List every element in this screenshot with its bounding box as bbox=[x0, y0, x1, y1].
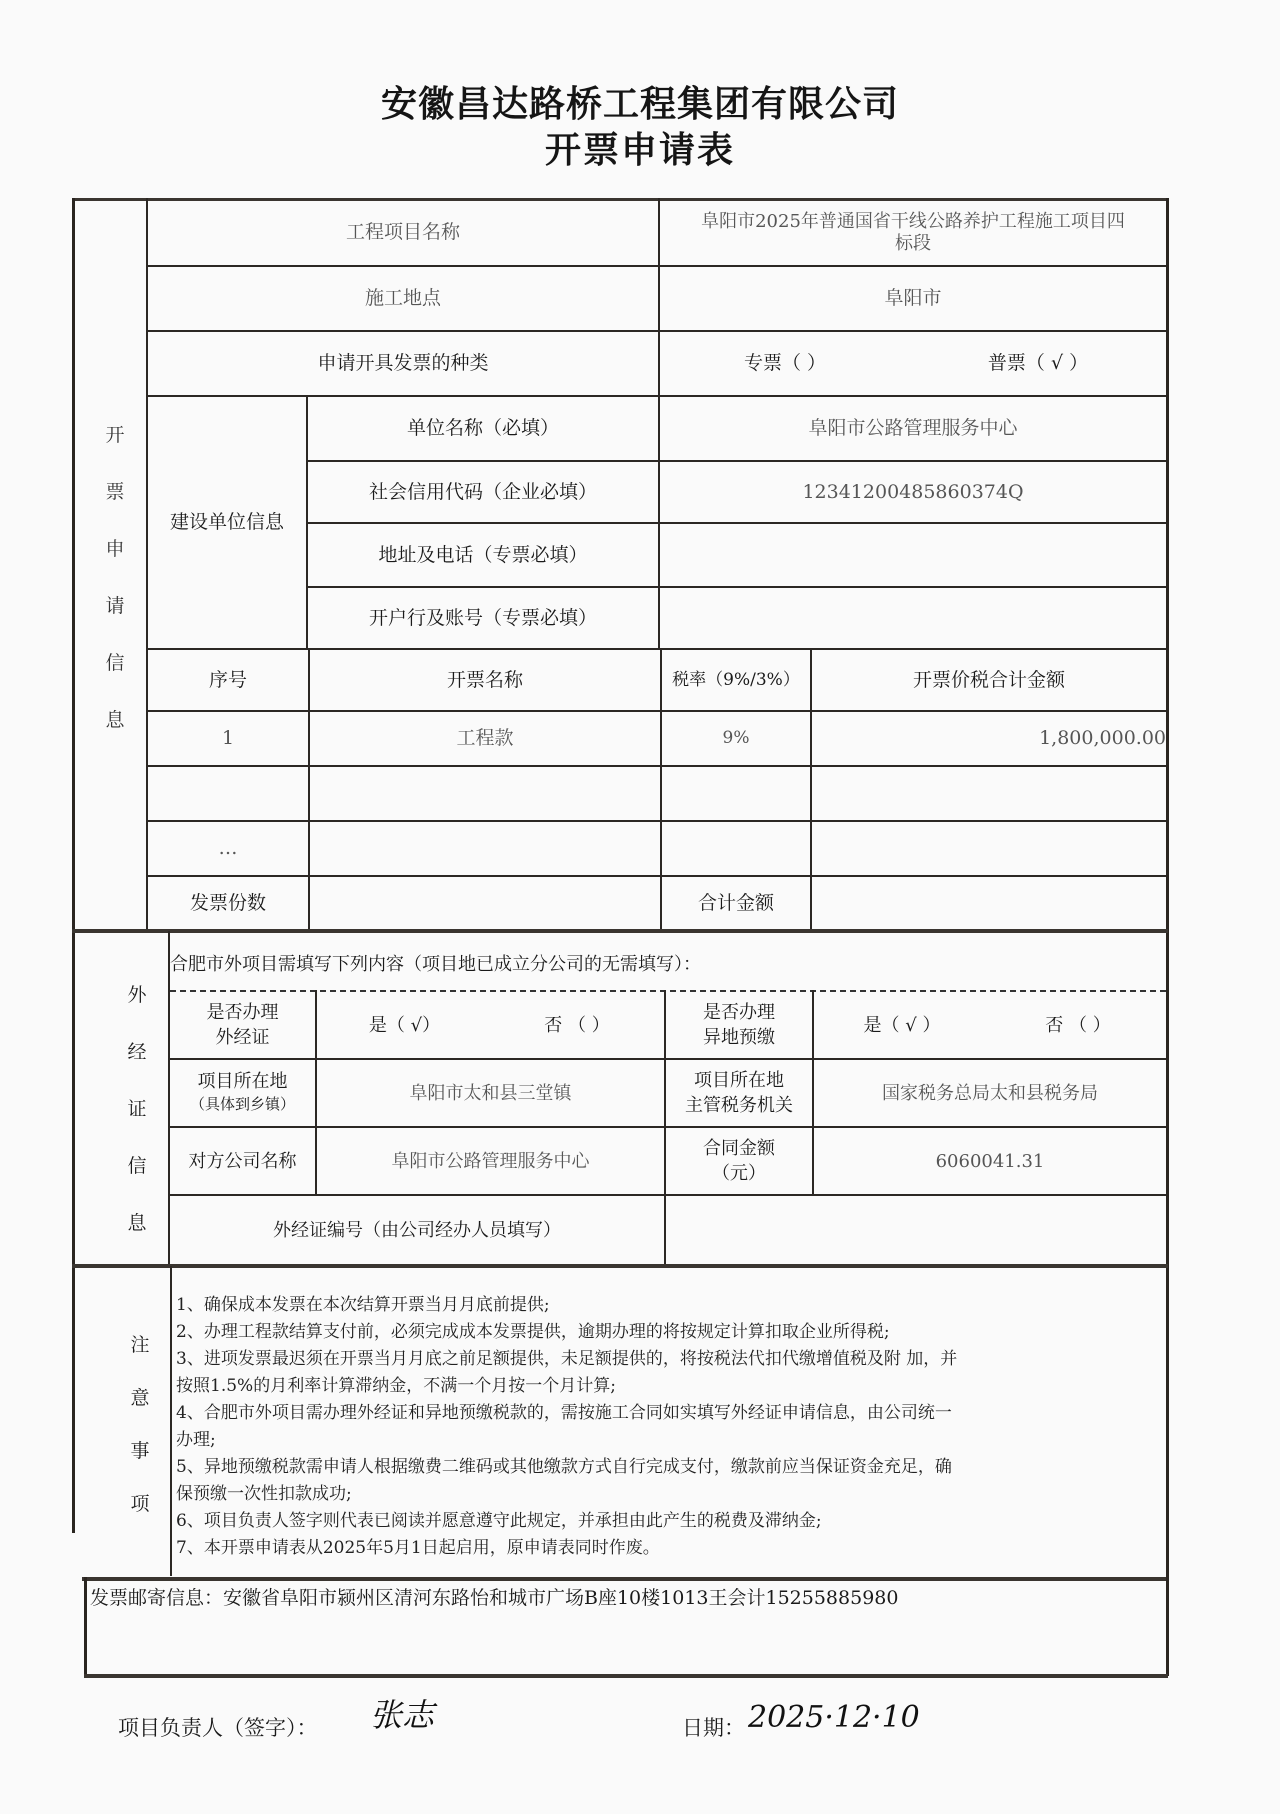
credit-code-label: 社会信用代码（企业必填） bbox=[368, 480, 597, 503]
contract-amount-field[interactable]: 6060041.31 bbox=[935, 1150, 1045, 1172]
row-no: … bbox=[218, 837, 238, 859]
section-label-external: 外 经 证 信 息 bbox=[127, 984, 147, 1234]
counterparty-field[interactable]: 阜阳市公路管理服务中心 bbox=[391, 1150, 590, 1172]
credit-code-field[interactable]: 12341200485860374Q bbox=[802, 480, 1024, 503]
note-line: 1、确保成本发票在本次结算开票当月月底前提供; bbox=[176, 1295, 550, 1315]
bank-account-label: 开户行及账号（专票必填） bbox=[368, 606, 597, 629]
total-label: 合计金额 bbox=[697, 891, 774, 914]
tax-office-label: 项目所在地 主管税务机关 bbox=[685, 1070, 793, 1116]
site-label: 施工地点 bbox=[364, 287, 441, 309]
copies-field[interactable] bbox=[310, 877, 660, 929]
row-name[interactable] bbox=[310, 822, 660, 875]
invoice-type-general-checkbox[interactable]: 普票（ √ ） bbox=[987, 352, 1089, 374]
note-line: 5、异地预缴税款需申请人根据缴费二维码或其他缴款方式自行完成支付，缴款前应当保证资金充足，确 bbox=[176, 1457, 952, 1477]
note-line: 办理; bbox=[176, 1430, 216, 1450]
mailing-info: 发票邮寄信息：安徽省阜阳市颍州区清河东路怡和城市广场B座10楼1013王会计15255885980 bbox=[90, 1586, 899, 1609]
row-rate[interactable] bbox=[662, 767, 810, 820]
unit-name-field[interactable]: 阜阳市公路管理服务中心 bbox=[808, 417, 1018, 439]
contract-amount-label: 合同金额 （元） bbox=[703, 1138, 775, 1184]
cert-label: 是否办理 外经证 bbox=[206, 1002, 279, 1048]
cert-yes-checkbox[interactable]: 是（ √） bbox=[368, 1014, 441, 1036]
site-value: 阜阳市 bbox=[884, 287, 942, 309]
row-amount[interactable] bbox=[812, 822, 1166, 875]
form-title: 开票申请表 bbox=[544, 130, 735, 171]
col-header-no: 序号 bbox=[208, 668, 247, 691]
prepay-yes-checkbox[interactable]: 是（ √ ） bbox=[863, 1014, 941, 1036]
tax-office-field[interactable]: 国家税务总局太和县税务局 bbox=[882, 1082, 1098, 1104]
invoice-type-special-checkbox[interactable]: 专票（ ） bbox=[743, 352, 827, 374]
section-label-invoice: 开 票 申 请 信 息 bbox=[105, 424, 125, 731]
row-no bbox=[148, 767, 308, 820]
document-header bbox=[0, 82, 1280, 174]
builder-info-label: 建设单位信息 bbox=[169, 511, 284, 533]
location-field[interactable]: 阜阳市太和县三堂镇 bbox=[409, 1082, 572, 1104]
address-phone-field[interactable] bbox=[660, 524, 1166, 586]
note-line: 3、进项发票最迟须在开票当月月底之前足额提供，未足额提供的，将按税法代扣代缴增值税及附 加，并 bbox=[176, 1349, 958, 1369]
row-amount[interactable]: 1,800,000.00 bbox=[1039, 727, 1166, 749]
note-line: 7、本开票申请表从2025年5月1日起启用，原申请表同时作废。 bbox=[176, 1538, 660, 1558]
cert-number-field[interactable] bbox=[666, 1196, 1166, 1264]
section-label-notes: 注 意 事 项 bbox=[130, 1334, 150, 1515]
project-name-label: 工程项目名称 bbox=[345, 221, 460, 243]
note-line: 2、办理工程款结算支付前，必须完成成本发票提供，逾期办理的将按规定计算扣取企业所得税; bbox=[176, 1322, 890, 1342]
row-name[interactable] bbox=[310, 767, 660, 820]
prepay-no-checkbox[interactable]: 否 （ ） bbox=[1045, 1014, 1111, 1036]
prepay-label: 是否办理 异地预缴 bbox=[703, 1002, 775, 1048]
col-header-name: 开票名称 bbox=[446, 668, 523, 691]
cert-no-checkbox[interactable]: 否 （ ） bbox=[544, 1014, 610, 1036]
row-name[interactable]: 工程款 bbox=[456, 727, 514, 749]
col-header-amount: 开票价税合计金额 bbox=[912, 668, 1065, 691]
note-line: 6、项目负责人签字则代表已阅读并愿意遵守此规定，并承担由此产生的税费及滞纳金; bbox=[176, 1511, 822, 1531]
location-label: 项目所在地 （具体到乡镇） bbox=[189, 1071, 295, 1113]
bank-account-field[interactable] bbox=[660, 588, 1166, 648]
unit-name-label: 单位名称（必填） bbox=[406, 417, 559, 439]
invoice-type-label: 申请开具发票的种类 bbox=[317, 352, 489, 374]
note-line: 按照1.5%的月利率计算滞纳金，不满一个月按一个月计算; bbox=[176, 1376, 616, 1396]
row-amount[interactable] bbox=[812, 767, 1166, 820]
counterparty-label: 对方公司名称 bbox=[188, 1150, 297, 1172]
notes-list bbox=[176, 1292, 1161, 1562]
cert-number-label: 外经证编号（由公司经办人员填写） bbox=[273, 1219, 561, 1241]
note-line: 保预缴一次性扣款成功; bbox=[176, 1484, 352, 1504]
company-name: 安徽昌达路桥工程集团有限公司 bbox=[380, 84, 899, 125]
note-line: 4、合肥市外项目需办理外经证和异地预缴税款的，需按施工合同如实填写外经证申请信息，由公司统一 bbox=[176, 1403, 952, 1423]
address-phone-label: 地址及电话（专票必填） bbox=[378, 543, 588, 566]
date-label: 日期： bbox=[682, 1716, 745, 1740]
row-no: 1 bbox=[221, 727, 235, 749]
external-intro: 合肥市外项目需填写下列内容（项目地已成立分公司的无需填写）： bbox=[170, 953, 701, 975]
row-rate[interactable] bbox=[662, 822, 810, 875]
row-rate[interactable]: 9% bbox=[722, 728, 750, 748]
project-name-value: 阜阳市2025年普通国省干线公路养护工程施工项目四 标段 bbox=[701, 210, 1125, 254]
copies-label: 发票份数 bbox=[189, 891, 266, 914]
total-field[interactable] bbox=[812, 877, 1166, 929]
signature-field[interactable]: 张志 bbox=[370, 1696, 435, 1734]
signer-label: 项目负责人（签字）： bbox=[118, 1716, 318, 1740]
date-field[interactable]: 2025·12·10 bbox=[748, 1700, 920, 1735]
col-header-rate: 税率（9%/3%） bbox=[672, 669, 800, 690]
